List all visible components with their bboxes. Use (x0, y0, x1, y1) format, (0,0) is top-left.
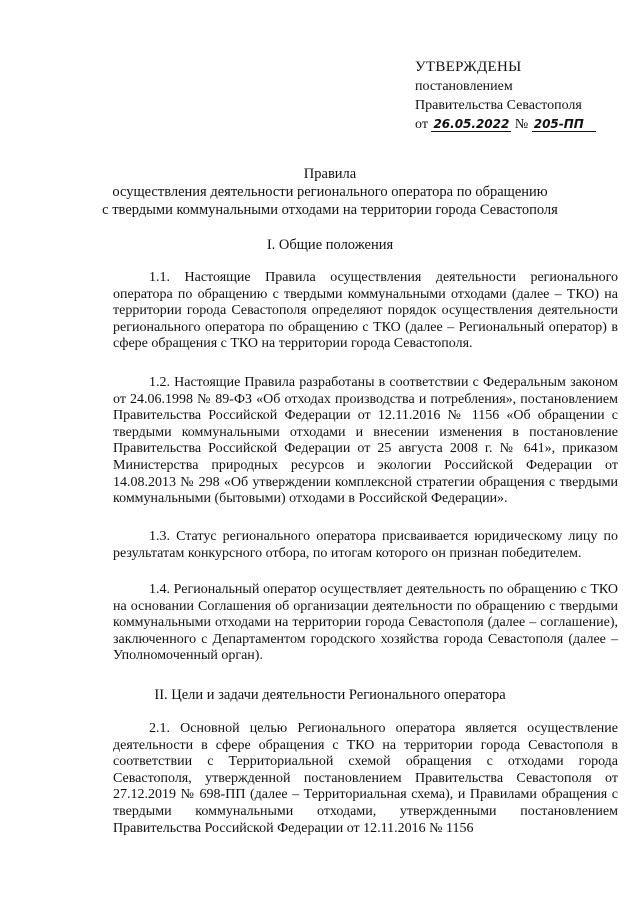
approval-line-government: Правительства Севастополя (415, 98, 582, 113)
document-title-line2: осуществления деятельности регионального оператора по обращению (112, 184, 548, 200)
paragraph-1-1: 1.1. Настоящие Правила осуществления деятельности регионального оператора по обращению с твердыми коммунальными отходами (далее – ТКО) на территории города Севастополя определяют порядок осуществления деятельности регионального оператора по обращению с ТКО (далее – Региональный оператор) в сфере обращения с ТКО на территории города Севастополя. (113, 270, 618, 352)
document-title-line3: с твердыми коммунальными отходами на территории города Севастополя (102, 202, 558, 218)
approval-line-date-number (415, 115, 596, 134)
document-title-line1: Правила (303, 166, 357, 182)
approval-date: 26.05.2022 (433, 117, 510, 131)
approval-heading: УТВЕРЖДЕНЫ (415, 59, 522, 75)
section-heading-general: I. Общие положения (266, 237, 394, 253)
approval-number-label: № (514, 117, 529, 132)
paragraph-1-4: 1.4. Региональный оператор осуществляет деятельность по обращению с ТКО на основании Соглашения об организации деятельности по обращению с твердыми коммунальными отходами на территории города Севастополя (далее – соглашение), заключенного с Департаментом городского хозяйства города Севастополя (далее – Уполномоченный орган). (113, 582, 618, 664)
paragraph-1-3: 1.3. Статус регионального оператора присваивается юридическому лицу по результатам конкурсного отбора, по итогам которого он признан победителем. (113, 529, 618, 561)
document-title (100, 165, 560, 219)
approval-line-decree: постановлением (415, 79, 513, 94)
section-heading-goals: II. Цели и задачи деятельности Регионального оператора (154, 687, 506, 703)
approval-number: 205-ПП (532, 117, 596, 132)
paragraph-1-2: 1.2. Настоящие Правила разработаны в соответствии с Федеральным законом от 24.06.1998 № 89-ФЗ «Об отходах производства и потребления», постановлением Правительства Российской Федерации от 12.11.2016 № 1156 «Об обращении с твердыми коммунальными отходами и внесении изменения в постановление Правительства Российской Федерации от 25 августа 2008 г. № 641», приказом Министерства природных ресурсов и экологии Российской Федерации от 14.08.2013 № 298 «Об утверждении комплексной стратегии обращения с твердыми коммунальными (бытовыми) отходами в Российской Федерации». (113, 375, 618, 507)
approval-from-label: от (415, 117, 428, 132)
paragraph-2-1: 2.1. Основной целью Регионального оператора является осуществление деятельности в сфере обращения с ТКО на территории города Севастополя в соответствии с Территориальной схемой обращения с отходами города Севастополя, утвержденной постановлением Правительства Севастополя от 27.12.2019 № 698-ПП (далее – Территориальная схема), и Правилами обращения с твердыми коммунальными отходами, утвержденными постановлением Правительства Российской Федерации от 12.11.2016 № 1156 (113, 721, 618, 836)
approval-block (415, 58, 596, 134)
